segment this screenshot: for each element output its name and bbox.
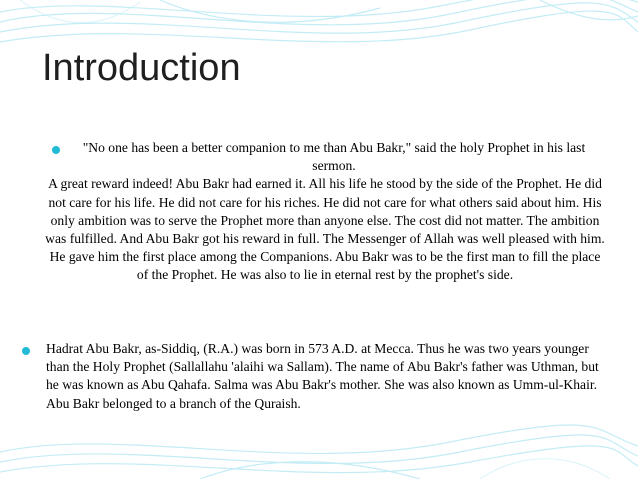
quote-text: "No one has been a better companion to me than Abu Bakr," said the holy Prophet in his last sermon. [82,140,586,174]
slide-title: Introduction [42,47,241,89]
biography-text: Hadrat Abu Bakr, as-Siddiq, (R.A.) was born in 573 A.D. at Mecca. Thus he was two years younger than the Holy Prophet (Sallallahu 'alaihi wa Sallam). The name of Abu Bakr's father was Uthman, but he was known as Abu Qahafa. Salma was Abu Bakr's mother. She was also known as Umm-ul-Khair. Abu Bakr belonged to a branch of the Quraish. [46,341,599,411]
bullet-dot-icon [52,146,60,154]
bullet-quote [44,139,606,285]
quote-body-text: A great reward indeed! Abu Bakr had earned it. All his life he stood by the side of the Prophet. He did not care for his life. He did not care for his riches. He did not care for what others said about him. His only ambition was to serve the Prophet more than anyone else. The cost did not matter. The ambition was fulfilled. And Abu Bakr got his reward in full. The Messenger of Allah was well pleased with him. He gave him the first place among the Companions. Abu Bakr was to be the first man to fill the place of the Prophet. He was also to lie in eternal rest by the prophet's side. [45,176,605,283]
bullet-biography [46,340,606,413]
bullet-dot-icon [22,347,30,355]
